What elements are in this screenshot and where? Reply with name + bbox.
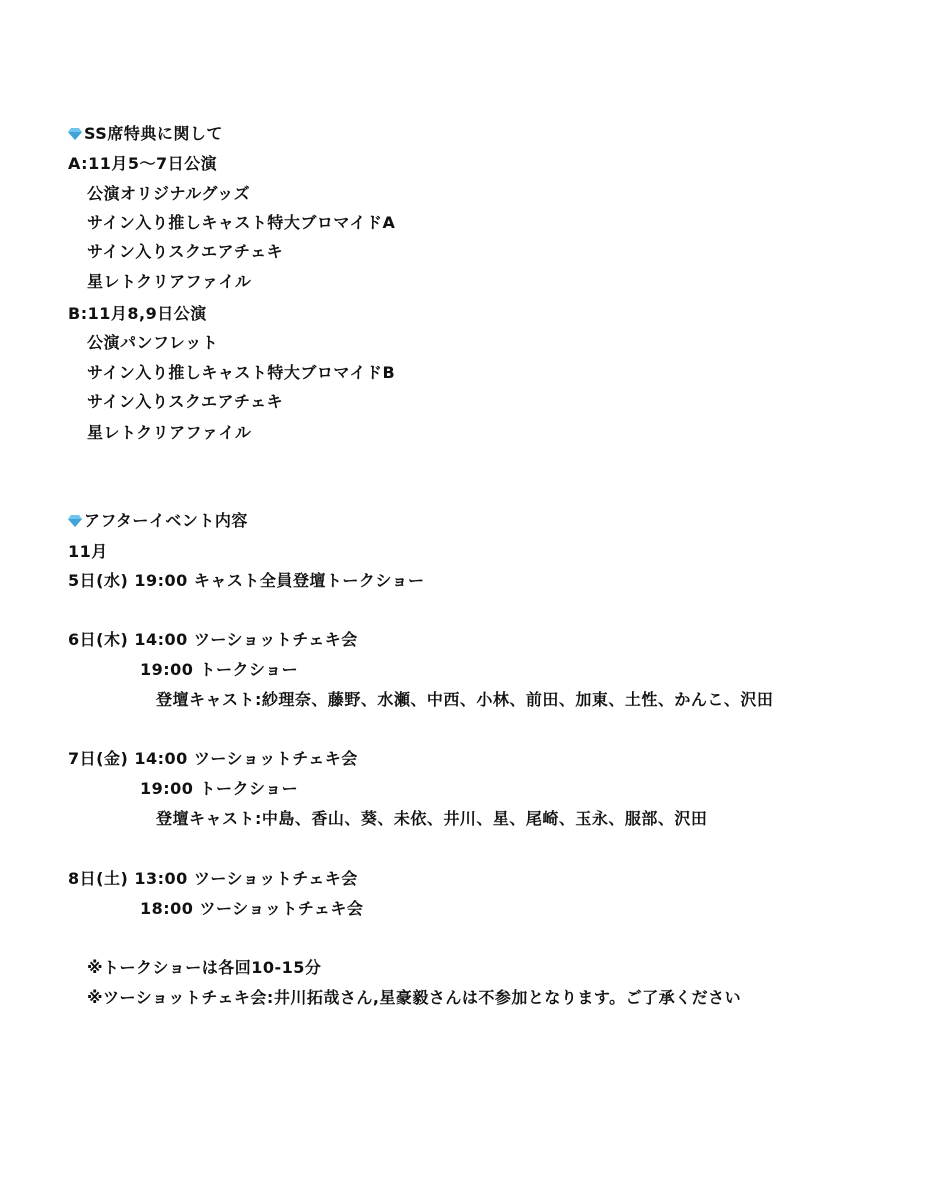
schedule-day7-cast: 登壇キャスト:中島、香山、葵、未依、井川、星、尾崎、玉永、服部、沢田	[156, 809, 708, 828]
schedule-day6-line2: 19:00 トークショー	[140, 660, 299, 679]
option-b-label: B:11月8,9日公演	[68, 304, 207, 323]
month-label: 11月	[68, 542, 108, 561]
option-b-item: 公演パンフレット	[87, 333, 219, 352]
schedule-day7-line1: 7日(金) 14:00 ツーショットチェキ会	[68, 749, 358, 768]
option-a-item: 公演オリジナルグッズ	[87, 184, 251, 203]
option-b-item: 星レトクリアファイル	[87, 423, 252, 442]
option-a-item: 星レトクリアファイル	[87, 272, 252, 291]
schedule-day8-line2: 18:00 ツーショットチェキ会	[140, 899, 364, 918]
schedule-day8-line1: 8日(土) 13:00 ツーショットチェキ会	[68, 869, 358, 888]
option-a-item: サイン入りスクエアチェキ	[87, 242, 284, 261]
gem-icon	[68, 515, 82, 527]
gem-icon	[68, 128, 82, 140]
option-a-label: A:11月5〜7日公演	[68, 154, 218, 173]
option-b-item: サイン入りスクエアチェキ	[87, 392, 284, 411]
option-a-item: サイン入り推しキャスト特大ブロマイドA	[87, 213, 396, 232]
section2-heading: アフターイベント内容	[84, 511, 248, 530]
note-talkshow: ※トークショーは各回10-15分	[87, 958, 322, 977]
section1-heading-row	[68, 124, 223, 144]
note-cheki: ※ツーショットチェキ会:井川拓哉さん,星豪毅さんは不参加となります。ご了承ください	[87, 988, 742, 1007]
section2-heading-row	[68, 511, 248, 531]
option-b-item: サイン入り推しキャスト特大ブロマイドB	[87, 363, 396, 382]
section1-heading: SS席特典に関して	[84, 124, 223, 143]
schedule-day7-line2: 19:00 トークショー	[140, 779, 299, 798]
schedule-day6-line1: 6日(木) 14:00 ツーショットチェキ会	[68, 630, 358, 649]
schedule-day6-cast: 登壇キャスト:紗理奈、藤野、水瀬、中西、小林、前田、加東、土性、かんこ、沢田	[156, 690, 774, 709]
schedule-day5: 5日(水) 19:00 キャスト全員登壇トークショー	[68, 571, 425, 590]
